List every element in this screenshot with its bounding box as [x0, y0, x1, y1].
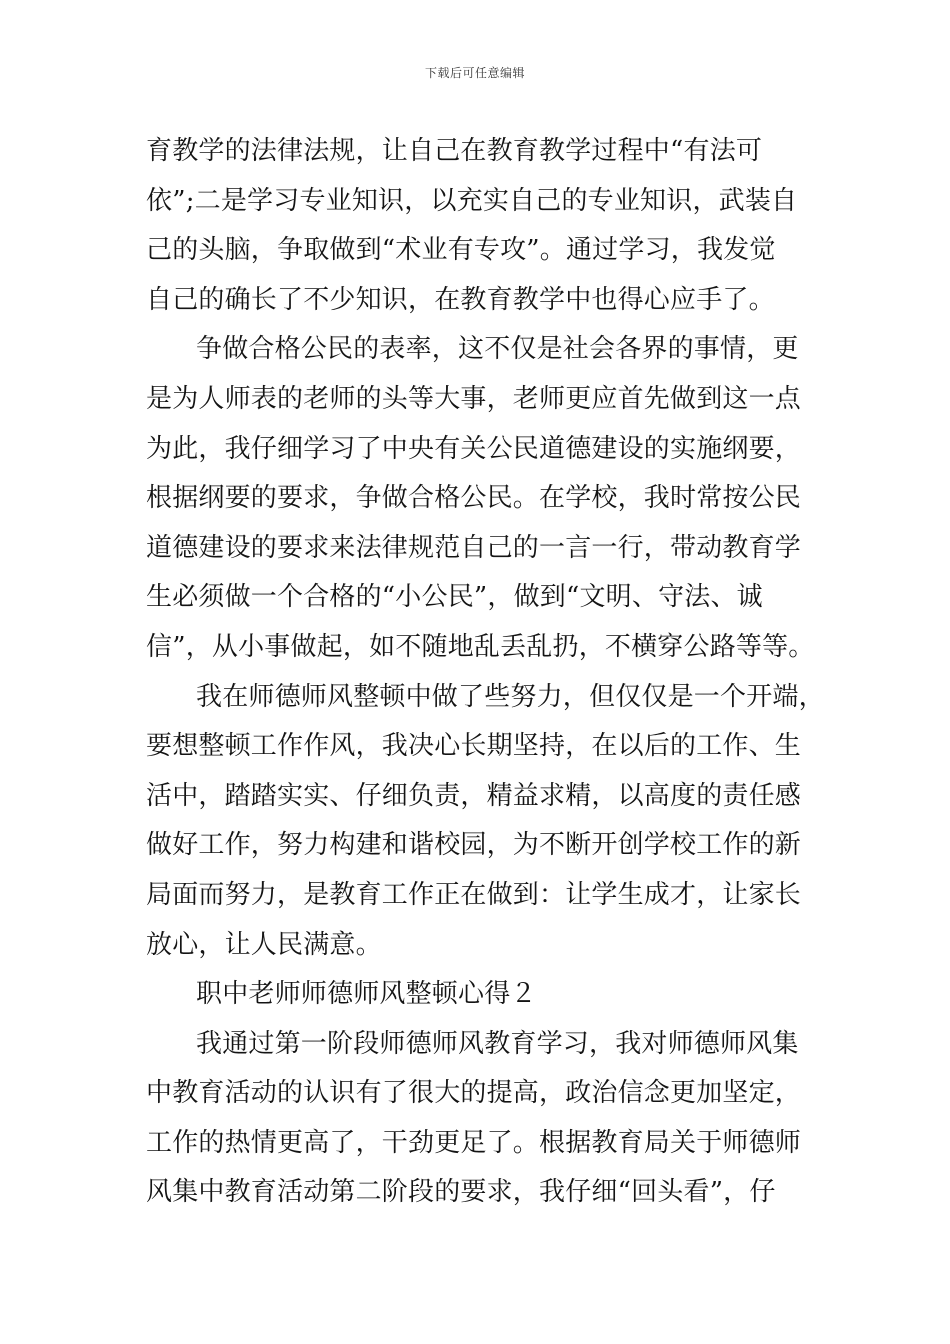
text-line: 依”;二是学习专业知识，以充实自己的专业知识，武装自 [146, 185, 798, 216]
text-line: 活中，踏踏实实、仔细负责，精益求精，以高度的责任感 [146, 780, 802, 811]
text-line: 道德建设的要求来法律规范自己的一言一行，带动教育学 [146, 532, 802, 563]
text-line: 工作的热情更高了，干劲更足了。根据教育局关于师德师 [146, 1127, 802, 1158]
text-line: 中教育活动的认识有了很大的提高，政治信念更加坚定， [146, 1078, 802, 1109]
text-line: 为此，我仔细学习了中央有关公民道德建设的实施纲要， [146, 433, 802, 464]
section-heading: 职中老师师德师风整顿心得２ [196, 979, 537, 1010]
text-line: 局面而努力，是教育工作正在做到：让学生成才，让家长 [146, 879, 802, 910]
text-line: 信”，从小事做起，如不随地乱丢乱扔，不横穿公路等等。 [146, 631, 815, 662]
text-line: 风集中教育活动第二阶段的要求，我仔细“回头看”，仔 [146, 1177, 776, 1208]
paragraph-start-line: 我在师德师风整顿中做了些努力，但仅仅是一个开端， [196, 681, 825, 712]
paragraph-start-line: 我通过第一阶段师德师风教育学习，我对师德师风集 [196, 1028, 799, 1059]
text-line: 要想整顿工作作风，我决心长期坚持，在以后的工作、生 [146, 731, 802, 762]
text-line: 自己的确长了不少知识，在教育教学中也得心应手了。 [146, 284, 775, 315]
paragraph-start-line: 争做合格公民的表率，这不仅是社会各界的事情，更 [196, 334, 799, 365]
text-line: 育教学的法律法规，让自己在教育教学过程中“有法可 [146, 136, 763, 166]
text-line: 生必须做一个合格的“小公民”，做到“文明、守法、诚 [146, 582, 763, 613]
text-line: 放心，让人民满意。 [146, 929, 382, 960]
text-line: 根据纲要的要求，争做合格公民。在学校，我时常按公民 [146, 483, 802, 514]
text-line: 己的头脑，争取做到“术业有专攻”。通过学习，我发觉 [146, 235, 776, 266]
document-body [146, 127, 846, 1218]
text-line: 是为人师表的老师的头等大事，老师更应首先做到这一点 [146, 383, 802, 414]
page-header: 下载后可任意编辑 [424, 66, 525, 80]
text-line: 做好工作，努力构建和谐校园，为不断开创学校工作的新 [146, 830, 802, 861]
